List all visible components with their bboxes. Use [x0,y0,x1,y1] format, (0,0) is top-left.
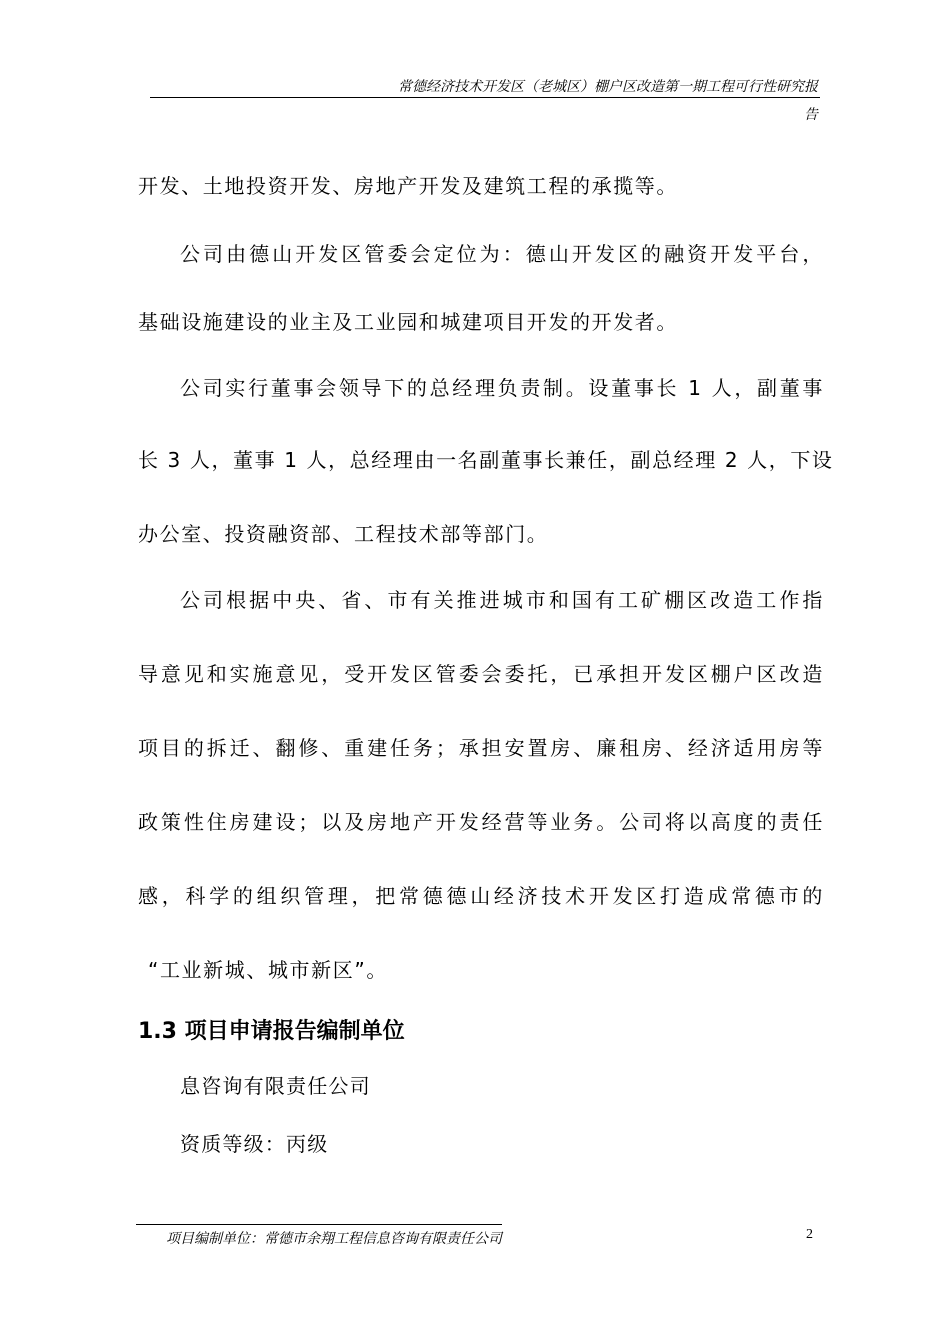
section-line-1: 息咨询有限责任公司 [180,1074,371,1098]
footer-text: 项目编制单位：常德市余翔工程信息咨询有限责任公司 [166,1232,502,1247]
page-number: 2 [806,1227,813,1242]
body-line-6: 办公室、投资融资部、工程技术部等部门。 [138,522,549,546]
footer-rule [136,1224,502,1225]
header-title-line1: 常德经济技术开发区（老城区）棚户区改造第一期工程可行性研究报 [398,80,818,95]
section-line-2: 资质等级：丙级 [180,1132,329,1156]
body-line-8: 导意见和实施意见，受开发区管委会委托，已承担开发区棚户区改造 [138,662,824,686]
body-line-7: 公司根据中央、省、市有关推进城市和国有工矿棚区改造工作指 [180,588,824,612]
body-line-4: 公司实行董事会领导下的总经理负责制。设董事长 1 人，副董事 [180,376,824,400]
body-line-5: 长 3 人，董事 1 人，总经理由一名副董事长兼任，副总经理 2 人，下设 [138,448,834,472]
body-line-3: 基础设施建设的业主及工业园和城建项目开发的开发者。 [138,310,678,334]
body-line-1: 开发、土地投资开发、房地产开发及建筑工程的承揽等。 [138,174,678,198]
body-line-12: “工业新城、城市新区”。 [148,958,388,982]
header-title-line2: 告 [804,108,818,123]
body-line-10: 政策性住房建设；以及房地产开发经营等业务。公司将以高度的责任 [138,810,824,834]
body-line-9: 项目的拆迁、翻修、重建任务；承担安置房、廉租房、经济适用房等 [138,736,824,760]
header-rule [150,97,820,98]
body-line-2: 公司由德山开发区管委会定位为：德山开发区的融资开发平台， [180,242,824,266]
body-line-11: 感，科学的组织管理，把常德德山经济技术开发区打造成常德市的 [138,884,824,908]
section-heading: 1.3 项目申请报告编制单位 [138,1019,405,1044]
